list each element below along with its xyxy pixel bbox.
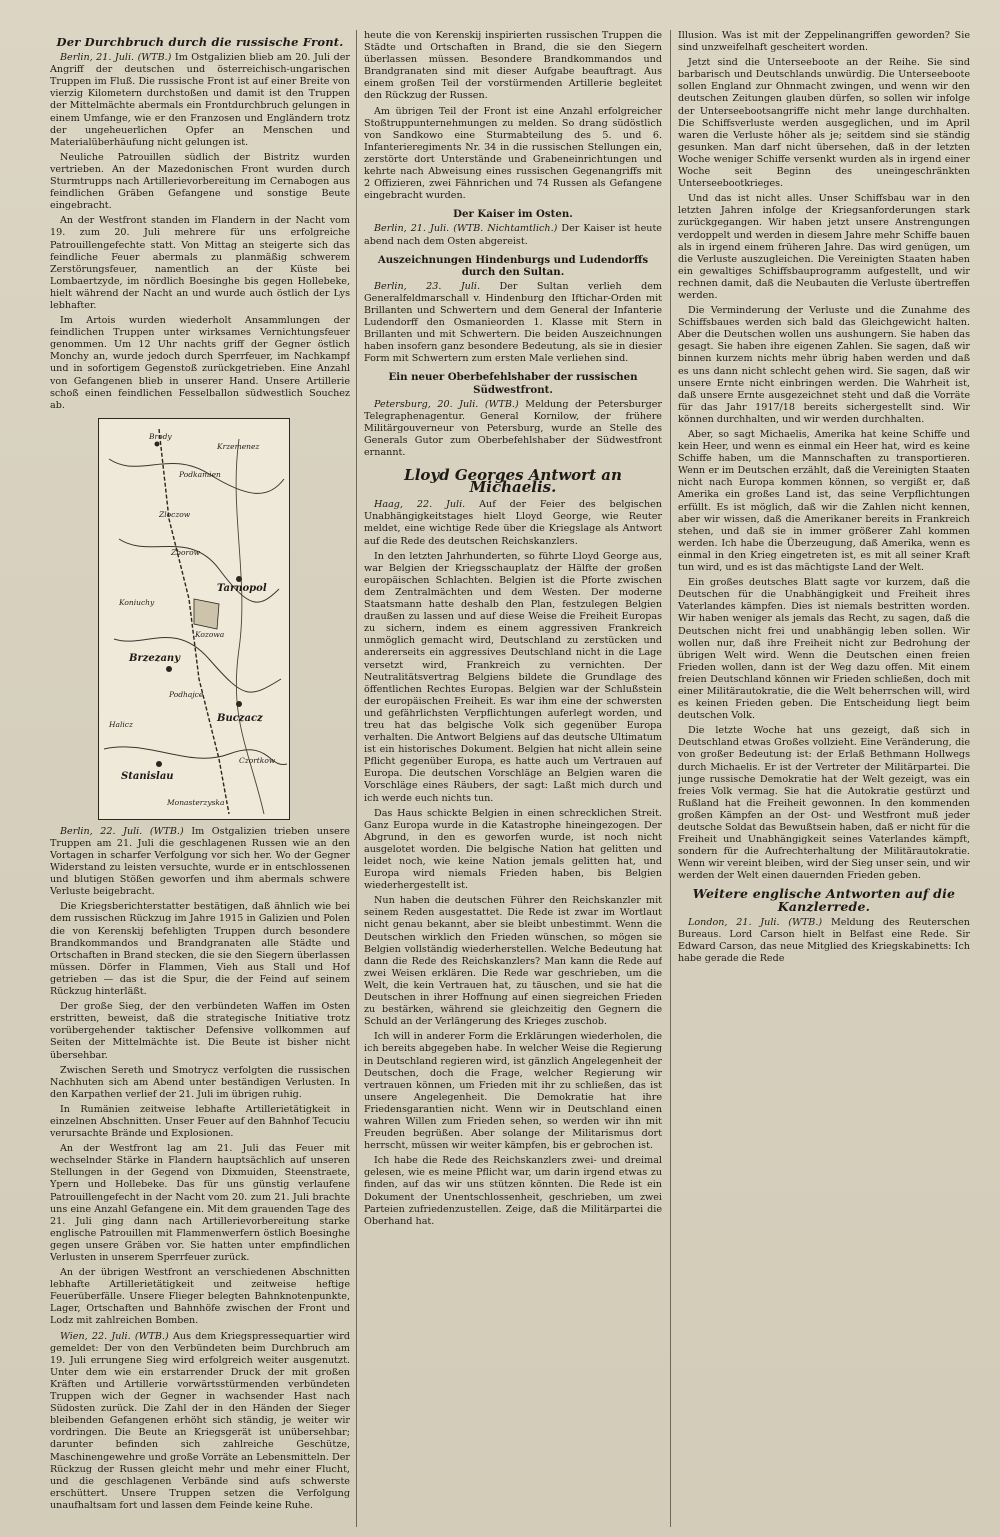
article-paragraph: In Rumänien zeitweise lebhafte Artillerietätigkeit in einzelnen Abschnitten. Unser Feuer auf den Bahnhof Tecuciu verursachte Brände und Explosionen. [50, 1103, 350, 1140]
map-label: Koniuchy [119, 597, 155, 607]
article-paragraph: Die Verminderung der Verluste und die Zunahme des Schiffsbaues werden sich bald das Gleichgewicht halten. Aber die Deutschen wollen uns aushungern. Sie haben das gesagt. Sie haben ihre eigenen Zahlen. Sie sagen, daß wir binnen kurzem nichts mehr übrig haben werden und daß es uns dann nicht schlecht gehen wird. Sie sagen, daß wir unsere Ernte nicht einbringen werden. Die Wahrheit ist, daß unsere Ernte ausgezeichnet steht und daß die Vorräte für das Jahr 1917/18 bereits sichergestellt sind. Wir können durchhalten, und wir werden durchhalten. [678, 305, 970, 425]
map-label: Stanislau [121, 770, 174, 782]
article-paragraph: Illusion. Was ist mit der Zeppelinangriffen geworden? Sie sind unzweifelhaft gescheitert worden. [678, 30, 970, 54]
dateline: Haag, 22. Juli. [374, 499, 466, 511]
headline-durchbruch: Der Durchbruch durch die russische Front. [56, 35, 344, 49]
headline-weitere-antworten: Weitere englische Antworten auf die Kanzlerrede. [692, 886, 956, 914]
dateline: Berlin, 21. Juli. (WTB.) [60, 52, 172, 64]
headline-auszeichnungen: Auszeichnungen Hindenburgs und Ludendorffs durch den Sultan. [377, 253, 649, 278]
map-label: Buczacz [217, 712, 263, 724]
dateline: Wien, 22. Juli. (WTB.) [60, 1330, 169, 1342]
map-label: Tarnopol [217, 582, 267, 594]
article-paragraph: Ein großes deutsches Blatt sagte vor kurzem, daß die Deutschen für die Unabhängigkeit und Freiheit ihres Vaterlandes kämpfen. Dies ist niemals bestritten worden. Wir haben weniger als jemals das Recht, zu sagen, daß die Deutschen nicht frei und unabhängig leben sollen. Wir wollen nur, daß ihre Freiheit nicht zur Bedrohung der übrigen Welt wird. Wenn die Deutschen einen freien Frieden wollen, dann ist der Weg dazu offen. Mit einem freien Deutschland können wir Frieden schließen, doch mit einer Militärautokratie, die die Welt beherrschen will, wird es keinen Frieden geben. Die Entscheidung liegt beim deutschen Volk. [678, 577, 970, 722]
article-paragraph: Berlin, 21. Juli. (WTB.) Im Ostgalizien blieb am 20. Juli der Angriff der deutschen und österreichisch-ungarischen Truppen im Fluß. Die russische Front ist auf einer Breite von vierzig Kilometern durchstoßen und damit ist den Truppen der Mittelmächte abermals ein Frontdurchbruch gelungen in einem Umfange, wie er den Franzosen und Engländern trotz der ungeheuerlichen Opfer an Menschen und Materialüberhäufung nicht gelungen ist. [50, 52, 350, 148]
article-paragraph: Berlin, 21. Juli. (WTB. Nichtamtlich.) Der Kaiser ist heute abend nach dem Osten abgereist. [364, 223, 662, 247]
article-paragraph: An der Westfront lag am 21. Juli das Feuer mit wechselnder Stärke in Flandern hauptsächlich auf unseren Stellungen in der Gegend von Dixmuiden, Steenstraete, Ypern und Hollebeke. Das für uns günstig verlaufene Patrouillengefecht in der Nacht vom 20. zum 21. Juli brachte uns eine Anzahl Gefangene ein. Mit dem grauenden Tage des 21. Juli ging dann nach Artillerievorbereitung starke englische Patrouillen mit Flammenwerfern östlich Boesinghe gegen unsere Gräben vor. Sie hatten unter empfindlichen Verlusten in unserem Sperrfeuer zurück. [50, 1143, 350, 1263]
article-paragraph: Die letzte Woche hat uns gezeigt, daß sich in Deutschland etwas Großes vollzieht. Eine Veränderung, die von großer Bedeutung ist: der Erlaß Bethmann Hollwegs durch Michaelis. Er ist der Vertreter der Militärpartei. Die junge russische Demokratie hat der Welt gezeigt, was ein freies Volk vermag. Sie hat die Autokratie gestürzt und Rußland hat die Freiheit gewonnen. In den kommenden großen Kämpfen an der Ost- und Westfront muß jeder deutsche Soldat das Bewußtsein haben, daß er nicht für die Freiheit und Unabhängigkeit seines Vaterlandes kämpft, sondern für die Aufrechterhaltung der Militärautokratie. Wenn wir vereint bleiben, wird der Sieg unser sein, und wir werden der Welt einen dauernden Frieden geben. [678, 725, 970, 882]
headline-oberbefehlshaber: Ein neuer Oberbefehlshaber der russischen Südwestfront. [388, 371, 638, 396]
column-left [50, 30, 350, 1527]
article-paragraph: Ich habe die Rede des Reichskanzlers zwei- und dreimal gelesen, wie es meine Pflicht war, um darin irgend etwas zu finden, auf das wir uns stützen könnten. Die Rede ist ein Dokument der Unentschlossenheit, geschrieben, um zwei Parteien zufriedenzustellen. Zeige, daß die Militärpartei die Oberhand hat. [364, 1155, 662, 1227]
dateline: Berlin, 23. Juli. [374, 280, 481, 292]
article-paragraph: Aber, so sagt Michaelis, Amerika hat keine Schiffe und kein Heer, und wenn es einmal ein Heer hat, wird es keine Schiffe haben, um die Mannschaften zu transportieren. Wenn er im Deutschen erzählt, daß die Vereinigten Staaten nicht nach Europa kommen können, so vergißt er, daß Amerika ein großes Land ist, das seine Verpflichtungen erfüllt. Es ist möglich, daß wir die Zahlen nicht kennen, aber wir wissen, daß die Amerikaner bereits in Frankreich stehen, und daß sie in immer größerer Zahl kommen werden. Ich habe die Überzeugung, daß Amerika, wenn es einmal in den Krieg eingetreten ist, es mit all seiner Kraft tun wird, und es ist das mächtigste Land der Welt. [678, 429, 970, 574]
article-paragraph: Neuliche Patrouillen südlich der Bistritz wurden vertrieben. An der Mazedonischen Front wurden durch Sturmtrupps nach Artillerievorbereitung im Cernabogen aus feindlichen Gräben Gefangene und sonstige Beute eingebracht. [50, 151, 350, 212]
map-label: Kozowa [195, 629, 225, 639]
dateline: Berlin, 21. Juli. (WTB. Nichtamtlich.) [374, 223, 558, 235]
article-paragraph: London, 21. Juli. (WTB.) Meldung des Reuterschen Bureaus. Lord Carson hielt in Belfast eine Rede. Sir Edward Carson, das neue Mitglied des Kriegskabinetts: Ich habe gerade die Rede [678, 916, 970, 964]
article-paragraph: Wien, 22. Juli. (WTB.) Aus dem Kriegspressequartier wird gemeldet: Der von den Verbündeten beim Durchbruch am 19. Juli errungene Sieg wird erfolgreich weiter ausgenutzt. Unter dem wie ein erstarrender Druck der mit großen Kräften und Artillerie vorwärtsstürmenden verbündeten Truppen wich der Gegner in wachsender Hast nach Südosten zurück. Die Zahl der in den Händen der Sieger bleibenden Gefangenen erhöht sich ständig, je weiter wir vordringen. Die Beute an Kriegsgerät ist unübersehbar; darunter befinden sich zahlreiche Geschütze, Maschinengewehre und große Vorräte an Lebensmitteln. Der Rückzug der Russen gleicht mehr und mehr einer Flucht, und die geschlagenen Verbände sind aufs schwerste erschüttert. Unsere Truppen setzen die Verfolgung unaufhaltsam fort und lassen dem Feinde keine Ruhe. [50, 1330, 350, 1511]
map-label: Brody [149, 431, 172, 441]
column-middle [364, 30, 662, 1527]
column-rule [670, 30, 671, 1527]
article-paragraph: Die Kriegsberichterstatter bestätigen, daß ähnlich wie bei dem russischen Rückzug im Jahre 1915 in Galizien und Polen die von Kerenskij befehligten Truppen durch besondere Brandkommandos und Brandgranaten alle Städte und Ortschaften in Brand stecken, die sie den Siegern überlassen müssen. Dörfer in Flammen, Vieh aus Stall und Hof getrieben — das ist die Spur, die der Feind auf seinem Rückzug hinterläßt. [50, 901, 350, 998]
article-paragraph: Das Haus schickte Belgien in einen schrecklichen Streit. Ganz Europa wurde in die Katastrophe hineingezogen. Der Abgrund, in den es geworfen wurde, ist noch nicht ausgelotet worden. Die belgische Nation hat gelitten und leidet noch, wie keine Nation jemals gelitten hat, und Europa wird niemals Frieden haben, bis Belgien wiederhergestellt ist. [364, 807, 662, 892]
article-paragraph: An der Westfront standen im Flandern in der Nacht vom 19. zum 20. Juli mehrere für uns erfolgreiche Patrouillengefechte statt. Von Mittag an steigerte sich das feindliche Feuer abermals zu planmäßig schwerem Zerstörungsfeuer, namentlich an der Küste bei Lombaertzyde, im nördlich Boesinghe bis gegen Hollebeke, hielt während der Nacht an und wurde auch östlich der Lys lebhafter. [50, 215, 350, 311]
map-label: Krzemenez [217, 441, 260, 451]
map-label: Monasterzyska [167, 797, 225, 807]
article-paragraph: Am übrigen Teil der Front ist eine Anzahl erfolgreicher Stoßtruppunternehmungen zu melden. So drang südöstlich von Sandkowo eine Sturmabteilung des 5. und 6. Infanterieregiments Nr. 34 in die russischen Stellungen ein, zerstörte dort Unterstände und Grabeneinrichtungen und kehrte nach Abweisung eines russischen Gegenangriffs mit 2 Offizieren, zwei Fähnrichen und 74 Russen als Gefangene eingebracht wurden. [364, 105, 662, 202]
article-paragraph: Nun haben die deutschen Führer den Reichskanzler mit seinem Reden ausgestattet. Die Rede ist zwar im Wortlaut nicht genau bekannt, aber sie bleibt unbestimmt. Wenn die Deutschen wirklich den Frieden wünschen, so mögen sie Belgien vollständig wiederherstellen. Welche Bedeutung hat dann die Rede des Reichskanzlers? Man kann die Rede auf zwei Weisen erklären. Die Rede war geschrieben, um die Welt, die kein Vertrauen hat, zu täuschen, und sie hat die Deutschen in ihrer Hoffnung auf einen siegreichen Frieden zu bestärken, während sie gleichzeitig den Gegnern die Schuld an der Verlängerung des Krieges zuschob. [364, 895, 662, 1028]
map-label: Zborow [171, 547, 201, 557]
map-label: Podkamien [179, 469, 221, 479]
dateline: Berlin, 22. Juli. (WTB.) [60, 825, 184, 837]
article-paragraph: Jetzt sind die Unterseeboote an der Reihe. Sie sind barbarisch und Deutschlands unwürdig. Die Unterseeboote sollen England zur Ohnmacht zwingen, und wenn wir den deutschen Zeitungen glauben dürfen, so sollen wir infolge der Unterseebootsangriffe nicht mehr lange durchhalten. Die Schiffsverluste werden ausgeglichen, und im April waren die Verluste höher als je; seitdem sind sie ständig gesunken. Man darf nicht übersehen, daß in der letzten Woche weniger Schiffe versenkt wurden als in irgend einer Woche seit Beginn des uneingeschränkten Unterseebootkrieges. [678, 57, 970, 190]
article-paragraph: Zwischen Sereth und Smotrycz verfolgten die russischen Nachhuten sich am Abend unter beständigen Verlusten. In den Karpathen verlief der 21. Juli im übrigen ruhig. [50, 1064, 350, 1100]
headline-lloyd-george: Lloyd Georges Antwort an Michaelis. [404, 466, 622, 497]
column-rule [356, 30, 357, 1527]
article-paragraph: In den letzten Jahrhunderten, so führte Lloyd George aus, war Belgien der Kriegsschauplatz der Hälfte der großen europäischen Schlachten. Belgien ist die Pforte zwischen dem Zentralmächten und dem Westen. Der moderne Staatsmann hatte deshalb den Plan, festzulegen Belgien draußen zu lassen und auf diese Weise die Freiheit Europas zu sichern, indem es einem aggressiven Frankreich unmöglich gemacht wird, Deutschland zu zerstücken und andererseits ein aggressives Deutschland nicht in die Lage versetzt wird, Frankreich zu vernichten. Der Neutralitätsvertrag Belgiens bildete die Grundlage des öffentlichen Rechtes Europas. Belgien war der Schlußstein der europäischen Freiheit. Es war ihm eine der schwersten und gefährlichsten Verpflichtungen auferlegt worden, und treu hat das belgische Volk sich gegenüber Europa verhalten. Die Antwort Belgiens auf das deutsche Ultimatum ist ein historisches Dokument. Belgien hat nicht allein seine Pflicht gegenüber Europa, es hatte auch um Vertrauen auf Europa. Die deutschen Vorschläge an Belgien waren die Vorschläge eines Räubers, der sagt: Laßt mich durch und ich werde euch nichts tun. [364, 550, 662, 804]
dateline: Petersburg, 20. Juli. (WTB.) [374, 398, 519, 410]
article-paragraph: Berlin, 22. Juli. (WTB.) Im Ostgalizien trieben unsere Truppen am 21. Juli die geschlagenen Russen wie an den Vortagen in scharfer Verfolgung vor sich her. Wo der Gegner Widerstand zu leisten versuchte, wurde er in entschlossenen und blutigen Stößen geworfen und ihm abermals schwere Verluste beigebracht. [50, 825, 350, 898]
article-paragraph: Haag, 22. Juli. Auf der Feier des belgischen Unabhängigkeitstages hielt Lloyd George, wie Reuter meldet, eine wichtige Rede über die Kriegslage als Antwort auf die Rede des deutschen Reichskanzlers. [364, 499, 662, 547]
article-paragraph: Der große Sieg, der den verbündeten Waffen im Osten erstritten, beweist, daß die strategische Initiative trotz vorübergehender taktischer Defensive vollkommen auf Seiten der Mittelmächte ist. Die Beute ist bisher nicht übersehbar. [50, 1001, 350, 1061]
article-paragraph: Im Artois wurden wiederholt Ansammlungen der feindlichen Truppen unter wirksames Vernichtungsfeuer genommen. Um 12 Uhr nachts griff der Gegner östlich Monchy an, wurde jedoch durch Sperrfeuer, im Nachkampf und in sofortigem Gegenstoß zurückgetrieben. Eine Anzahl von Gefangenen blieb in unserer Hand. Unsere Artillerie schoß einen feindlichen Fesselballon südwestlich Souchez ab. [50, 315, 350, 411]
map-label: Brzezany [129, 652, 181, 664]
map-label: Czortkow [239, 755, 276, 765]
map-label: Zloczow [159, 509, 191, 519]
headline-kaiser: Der Kaiser im Osten. [453, 208, 573, 221]
dateline: London, 21. Juli. (WTB.) [688, 916, 823, 928]
column-right [678, 30, 970, 1527]
article-paragraph: Berlin, 23. Juli. Der Sultan verlieh dem Generalfeldmarschall v. Hindenburg den Iftichar-Orden mit Brillanten und Schwertern und dem General der Infanterie Ludendorff den Osmanieorden 1. Klasse mit Stern in Brillanten und mit Schwertern. Die beiden Auszeichnungen haben insofern ganz besondere Bedeutung, als sie in diesier Form mit Schwertern zum ersten Male verliehen sind. [364, 280, 662, 365]
article-paragraph: Und das ist nicht alles. Unser Schiffsbau war in den letzten Jahren infolge der Kriegsanforderungen stark zurückgegangen. Wir haben jetzt unsere Anstrengungen verdoppelt und werden in diesem Jahre mehr Schiffe bauen als in irgend einem früheren Jahre. Das wird genügen, um die Verluste auszugleichen. Die Vereinigten Staaten haben ein gewaltiges Schiffsbauprogramm aufgestellt, und wir rechnen damit, daß die Neubauten die Verluste übertreffen werden. [678, 193, 970, 301]
map-label: Podhajce [169, 689, 204, 699]
map-label: Halicz [109, 719, 133, 729]
article-paragraph: Petersburg, 20. Juli. (WTB.) Meldung der Petersburger Telegraphenagentur. General Kornilow, der frühere Militärgouverneur von Petersburg, wurde an Stelle des Generals Gutor zum Oberbefehlshaber der Südwestfront ernannt. [364, 398, 662, 458]
article-paragraph: Ich will in anderer Form die Erklärungen wiederholen, die ich bereits abgegeben habe. In welcher Weise die Regierung in Deutschland regieren wird, ist gänzlich Angelegenheit der Deutschen, doch die Frage, welcher Regierung wir vertrauen können, um Frieden mit ihr zu schließen, das ist unsere Angelegenheit. Die Demokratie hat ihre Friedensgarantien nicht. Wenn wir in Deutschland einen wahren Willen zum Frieden sehen, so werden wir ihn mit Freuden begrüßen. Aber solange der Militarismus dort herrscht, müssen wir weiter kämpfen, bis er gebrochen ist. [364, 1031, 662, 1152]
article-paragraph: An der übrigen Westfront an verschiedenen Abschnitten lebhafte Artillerietätigkeit und zeitweise heftige Feuerüberfälle. Unsere Flieger belegten Bahnknotenpunkte, Lager, Ortschaften und Bahnhöfe zwischen der Front und Lodz mit zahlreichen Bomben. [50, 1267, 350, 1327]
article-paragraph: heute die von Kerenskij inspirierten russischen Truppen die Städte und Ortschaften in Brand, die sie den Siegern überlassen müssen. Besondere Brandkommandos und Brandgranaten sind mit dieser Aufgabe beauftragt. Aus einem großen Teil der vorstürmenden Artillerie begleitet den Rückzug der Russen. [364, 30, 662, 102]
front-map [98, 418, 290, 820]
